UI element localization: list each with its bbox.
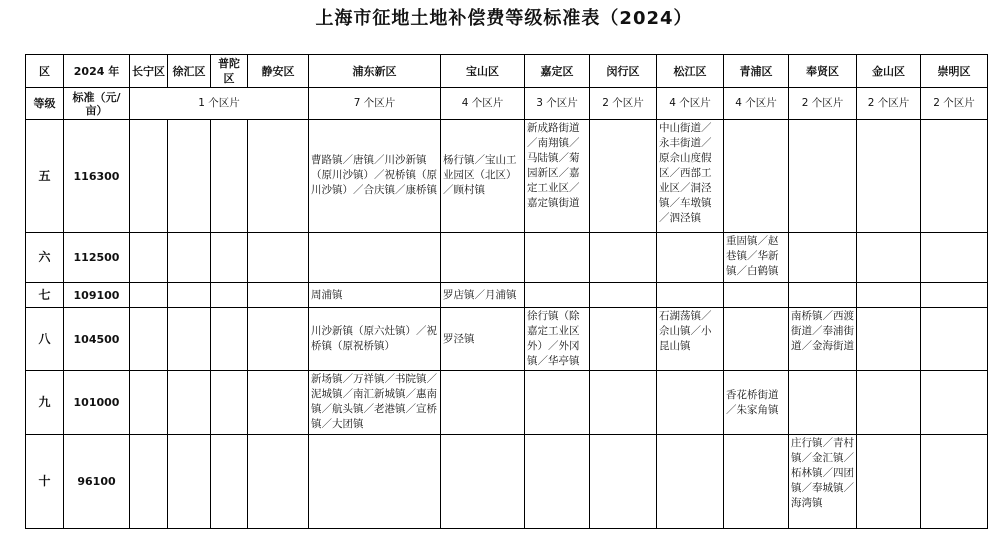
cell-minhang <box>590 120 657 233</box>
zones-jinshan: 2 个区片 <box>857 88 921 120</box>
cell-jiading: 徐行镇（除嘉定工业区外）／外冈镇／华亭镇 <box>525 308 590 371</box>
cell-fengxian: 庄行镇／青村镇／金汇镇／柘林镇／四团镇／奉城镇／海湾镇 <box>789 435 857 529</box>
col-minhang: 闵行区 <box>590 55 657 88</box>
cell-qingpu <box>724 283 789 308</box>
empty-cell <box>211 233 248 283</box>
table-row <box>26 308 988 371</box>
grade-cell: 六 <box>26 233 64 283</box>
empty-cell <box>168 233 211 283</box>
cell-jiading <box>525 371 590 435</box>
cell-pudong: 周浦镇 <box>309 283 441 308</box>
empty-cell <box>130 233 168 283</box>
cell-chongming <box>921 371 988 435</box>
grade-cell: 九 <box>26 371 64 435</box>
empty-cell <box>248 371 309 435</box>
header-row <box>26 55 988 88</box>
cell-fengxian <box>789 283 857 308</box>
year-label: 2024 年 <box>64 55 130 88</box>
grade-cell: 五 <box>26 120 64 233</box>
cell-chongming <box>921 283 988 308</box>
cell-songjiang <box>657 371 724 435</box>
cell-qingpu: 重固镇／赵巷镇／华新镇／白鹤镇 <box>724 233 789 283</box>
standard-label: 标准（元/亩） <box>64 88 130 120</box>
cell-jiading: 新成路街道／南翔镇／马陆镇／菊园新区／嘉定工业区／嘉定镇街道 <box>525 120 590 233</box>
col-baoshan: 宝山区 <box>441 55 525 88</box>
empty-cell <box>211 371 248 435</box>
cell-jinshan <box>857 308 921 371</box>
cell-baoshan: 罗泾镇 <box>441 308 525 371</box>
page-title: 上海市征地土地补偿费等级标准表（2024） <box>315 8 693 29</box>
cell-pudong: 曹路镇／唐镇／川沙新镇（原川沙镇）／祝桥镇（原川沙镇）／合庆镇／康桥镇 <box>309 120 441 233</box>
empty-cell <box>168 371 211 435</box>
cell-pudong: 新场镇／万祥镇／书院镇／泥城镇／南汇新城镇／惠南镇／航头镇／老港镇／宣桥镇／大团镇 <box>309 371 441 435</box>
empty-cell <box>211 120 248 233</box>
cell-jinshan <box>857 120 921 233</box>
cell-minhang <box>590 371 657 435</box>
zones-baoshan: 4 个区片 <box>441 88 525 120</box>
cell-jiading <box>525 435 590 529</box>
price-cell: 116300 <box>64 120 130 233</box>
price-cell: 101000 <box>64 371 130 435</box>
cell-qingpu: 香花桥街道／朱家角镇 <box>724 371 789 435</box>
cell-chongming <box>921 120 988 233</box>
cell-chongming <box>921 308 988 371</box>
empty-cell <box>248 120 309 233</box>
cell-chongming <box>921 233 988 283</box>
zones-pudong: 7 个区片 <box>309 88 441 120</box>
empty-cell <box>248 233 309 283</box>
cell-fengxian <box>789 120 857 233</box>
empty-cell <box>211 308 248 371</box>
cell-qingpu <box>724 308 789 371</box>
central-zones: 1 个区片 <box>130 88 309 120</box>
zones-minhang: 2 个区片 <box>590 88 657 120</box>
empty-cell <box>130 371 168 435</box>
table-row <box>26 435 988 529</box>
cell-baoshan: 杨行镇／宝山工业园区（北区）／顾村镇 <box>441 120 525 233</box>
table-row <box>26 120 988 233</box>
zones-qingpu: 4 个区片 <box>724 88 789 120</box>
empty-cell <box>168 120 211 233</box>
cell-songjiang <box>657 233 724 283</box>
cell-fengxian <box>789 371 857 435</box>
cell-songjiang: 中山街道／永丰街道／原佘山度假区／西部工业区／洞泾镇／车墩镇／泗泾镇 <box>657 120 724 233</box>
col-chongming: 崇明区 <box>921 55 988 88</box>
cell-fengxian <box>789 233 857 283</box>
cell-minhang <box>590 308 657 371</box>
grade-cell: 七 <box>26 283 64 308</box>
empty-cell <box>248 435 309 529</box>
empty-cell <box>211 283 248 308</box>
cell-jinshan <box>857 435 921 529</box>
empty-cell <box>248 283 309 308</box>
cell-chongming <box>921 435 988 529</box>
price-cell: 96100 <box>64 435 130 529</box>
zones-fengxian: 2 个区片 <box>789 88 857 120</box>
zones-jiading: 3 个区片 <box>525 88 590 120</box>
col-qingpu: 青浦区 <box>724 55 789 88</box>
cell-minhang <box>590 283 657 308</box>
subheader-row <box>26 88 988 120</box>
col-changning: 长宁区 <box>130 55 168 88</box>
cell-fengxian: 南桥镇／西渡街道／奉浦街道／金海街道 <box>789 308 857 371</box>
col-pudong: 浦东新区 <box>309 55 441 88</box>
cell-jinshan <box>857 283 921 308</box>
grade-cell: 八 <box>26 308 64 371</box>
cell-songjiang: 石湖荡镇／佘山镇／小昆山镇 <box>657 308 724 371</box>
empty-cell <box>130 308 168 371</box>
empty-cell <box>168 283 211 308</box>
price-cell: 109100 <box>64 283 130 308</box>
empty-cell <box>130 435 168 529</box>
cell-minhang <box>590 233 657 283</box>
cell-qingpu <box>724 435 789 529</box>
zones-chongming: 2 个区片 <box>921 88 988 120</box>
col-jinshan: 金山区 <box>857 55 921 88</box>
table-row <box>26 371 988 435</box>
cell-pudong <box>309 233 441 283</box>
grade-label: 等级 <box>26 88 64 120</box>
cell-baoshan <box>441 233 525 283</box>
col-fengxian: 奉贤区 <box>789 55 857 88</box>
compensation-table <box>25 54 988 529</box>
cell-songjiang <box>657 435 724 529</box>
cell-jinshan <box>857 371 921 435</box>
cell-jiading <box>525 283 590 308</box>
cell-baoshan <box>441 435 525 529</box>
empty-cell <box>248 308 309 371</box>
district-label: 区 <box>26 55 64 88</box>
empty-cell <box>130 120 168 233</box>
col-xuhui: 徐汇区 <box>168 55 211 88</box>
cell-minhang <box>590 435 657 529</box>
grade-cell: 十 <box>26 435 64 529</box>
cell-pudong <box>309 435 441 529</box>
table-row <box>26 233 988 283</box>
col-putuo: 普陀区 <box>211 55 248 88</box>
cell-qingpu <box>724 120 789 233</box>
col-jingan: 静安区 <box>248 55 309 88</box>
cell-jinshan <box>857 233 921 283</box>
cell-baoshan <box>441 371 525 435</box>
price-cell: 104500 <box>64 308 130 371</box>
col-songjiang: 松江区 <box>657 55 724 88</box>
price-cell: 112500 <box>64 233 130 283</box>
cell-pudong: 川沙新镇（原六灶镇）／祝桥镇（原祝桥镇） <box>309 308 441 371</box>
cell-baoshan: 罗店镇／月浦镇 <box>441 283 525 308</box>
cell-jiading <box>525 233 590 283</box>
empty-cell <box>168 435 211 529</box>
zones-songjiang: 4 个区片 <box>657 88 724 120</box>
empty-cell <box>168 308 211 371</box>
empty-cell <box>211 435 248 529</box>
table-row <box>26 283 988 308</box>
empty-cell <box>130 283 168 308</box>
col-jiading: 嘉定区 <box>525 55 590 88</box>
cell-songjiang <box>657 283 724 308</box>
